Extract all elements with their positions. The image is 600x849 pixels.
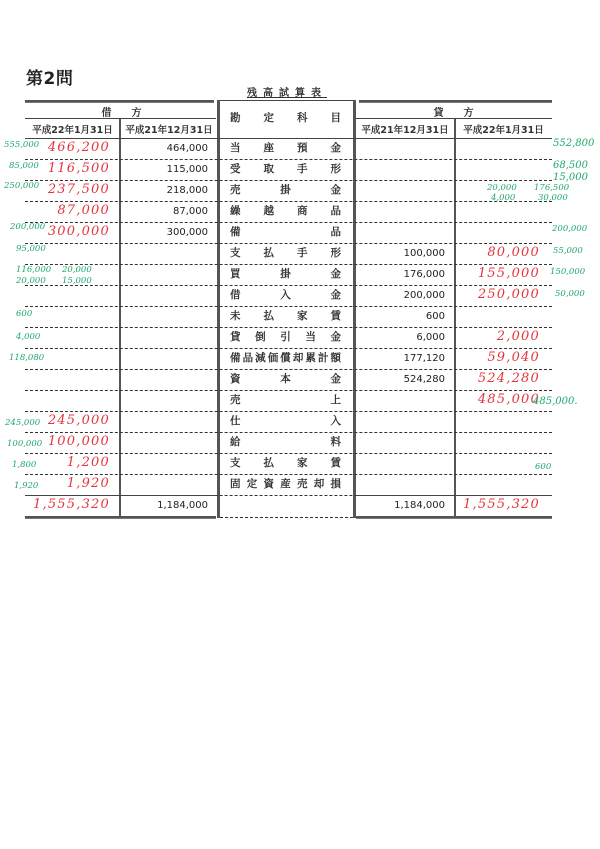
table-bottom-rule xyxy=(356,516,552,519)
account-char: 形 xyxy=(330,247,341,259)
margin-note-left: 118,080 xyxy=(9,353,45,363)
margin-note-left: 100,000 xyxy=(7,439,43,449)
margin-note-right: 150,000 xyxy=(550,267,586,277)
account-char: 貸 xyxy=(230,331,241,343)
account-char: 品 xyxy=(330,205,341,217)
debit-prev-value xyxy=(120,390,218,411)
account-char: 商 xyxy=(297,205,308,217)
account-bottom-rule xyxy=(220,517,353,518)
account-char: 入 xyxy=(330,415,341,427)
margin-note-right: 50,000 xyxy=(555,289,585,299)
account-char: 支 xyxy=(230,457,241,469)
credit-prev-value xyxy=(355,180,455,201)
credit-header: 貸 方 xyxy=(433,108,474,119)
account-name xyxy=(220,453,353,474)
col-header-debit-prev: 平成21年12月31日 xyxy=(125,125,213,136)
credit-prev-value: 600 xyxy=(425,311,445,322)
credit-prev-value xyxy=(355,138,455,159)
account-char: 受 xyxy=(230,163,241,175)
account-char: 掛 xyxy=(280,184,291,196)
table-title: 残高試算表 xyxy=(247,88,327,99)
account-char: 越 xyxy=(263,205,274,217)
debit-prev-value: 87,000 xyxy=(173,206,208,217)
account-header-char: 科 xyxy=(297,112,308,124)
margin-note-right: 15,000 xyxy=(553,172,588,183)
account-char: 却 xyxy=(292,352,304,364)
account-char: 減 xyxy=(255,352,266,364)
question-label: 第2問 xyxy=(26,69,74,89)
account-char: 却 xyxy=(313,478,325,490)
margin-note-left: 15,000 xyxy=(62,276,92,286)
total-debit-prev: 1,184,000 xyxy=(157,500,208,511)
account-char: 繰 xyxy=(230,205,241,217)
handwritten-debit-answer: 245,000 xyxy=(47,413,110,428)
margin-note-right: 4,000 xyxy=(491,193,516,203)
debit-header: 借 方 xyxy=(101,108,142,119)
table-top-rule xyxy=(359,100,552,103)
credit-prev-value xyxy=(355,222,455,243)
margin-note-left: 555,000 xyxy=(4,140,40,150)
account-header xyxy=(220,108,353,129)
account-name xyxy=(220,243,353,264)
handwritten-debit-answer: 116,500 xyxy=(47,161,110,176)
debit-prev-value xyxy=(120,306,218,327)
account-char: 料 xyxy=(330,436,341,448)
account-char: 座 xyxy=(263,142,274,154)
account-char: 家 xyxy=(297,457,308,469)
debit-prev-value xyxy=(120,264,218,285)
account-char: 備 xyxy=(230,226,241,238)
account-char: 産 xyxy=(280,478,291,490)
account-name xyxy=(220,432,353,453)
account-name xyxy=(220,264,353,285)
account-char: 賃 xyxy=(330,310,341,322)
credit-prev-value: 177,120 xyxy=(403,353,445,364)
account-char: 払 xyxy=(263,457,274,469)
debit-prev-value: 218,000 xyxy=(166,185,208,196)
margin-note-left: 116,000 xyxy=(16,265,52,275)
account-char: 損 xyxy=(330,478,341,490)
col-header-credit-new: 平成22年1月31日 xyxy=(463,125,544,136)
account-char: 金 xyxy=(330,331,341,343)
debit-prev-value: 300,000 xyxy=(166,227,208,238)
account-top-rule xyxy=(220,100,353,101)
handwritten-credit-answer: 155,000 xyxy=(477,266,540,281)
handwritten-credit-answer: 250,000 xyxy=(477,287,540,302)
account-header-char: 勘 xyxy=(230,112,241,124)
debit-prev-value xyxy=(120,411,218,432)
account-name xyxy=(220,222,353,243)
account-char: 資 xyxy=(230,373,241,385)
margin-note-right: 600 xyxy=(535,462,552,472)
account-char: 売 xyxy=(230,394,241,406)
credit-prev-value xyxy=(355,453,455,474)
credit-prev-value: 176,000 xyxy=(403,269,445,280)
account-char: 額 xyxy=(330,352,341,364)
handwritten-debit-answer: 300,000 xyxy=(47,224,110,239)
debit-prev-value xyxy=(120,243,218,264)
account-char: 本 xyxy=(280,373,291,385)
account-char: 掛 xyxy=(280,268,291,280)
account-char: 借 xyxy=(230,289,241,301)
credit-prev-value xyxy=(355,201,455,222)
account-name xyxy=(220,180,353,201)
margin-note-right: 20,000 xyxy=(487,183,517,193)
credit-prev-value xyxy=(355,411,455,432)
account-char: 当 xyxy=(230,142,241,154)
handwritten-credit-answer: 485,000 xyxy=(477,392,540,407)
handwritten-debit-answer: 100,000 xyxy=(47,434,110,449)
account-char: 家 xyxy=(297,310,308,322)
header-rule xyxy=(25,118,216,119)
account-char: 預 xyxy=(297,142,308,154)
margin-note-left: 20,000 xyxy=(62,265,92,275)
account-char: 売 xyxy=(230,184,241,196)
account-char: 品 xyxy=(330,226,341,238)
account-char: 金 xyxy=(330,142,341,154)
account-char: 当 xyxy=(305,331,316,343)
handwritten-debit-answer: 237,500 xyxy=(47,182,110,197)
account-char: 手 xyxy=(297,247,308,259)
margin-note-left: 1,800 xyxy=(12,460,37,470)
account-name xyxy=(220,474,353,495)
handwritten-debit-answer: 1,200 xyxy=(66,455,110,470)
account-char: 払 xyxy=(263,247,274,259)
debit-prev-value xyxy=(120,369,218,390)
margin-note-left: 20,000 xyxy=(16,276,46,286)
account-name xyxy=(220,327,353,348)
margin-note-left: 250,000 xyxy=(4,181,40,191)
margin-note-left: 1,920 xyxy=(14,481,39,491)
handwritten-credit-answer: 524,280 xyxy=(477,371,540,386)
account-char: 未 xyxy=(230,310,241,322)
margin-note-right: 552,800 xyxy=(553,138,595,149)
account-char: 累 xyxy=(305,352,316,364)
account-char: 形 xyxy=(330,163,341,175)
handwritten-credit-answer: 80,000 xyxy=(487,245,540,260)
margin-note-left: 200,000 xyxy=(10,222,46,232)
account-char: 手 xyxy=(297,163,308,175)
account-char: 上 xyxy=(330,394,341,406)
margin-note-right: 55,000 xyxy=(553,246,583,256)
debit-prev-value xyxy=(120,285,218,306)
credit-prev-value: 100,000 xyxy=(403,248,445,259)
account-char: 定 xyxy=(246,478,258,490)
handwritten-debit-answer: 87,000 xyxy=(57,203,110,218)
account-name xyxy=(220,390,353,411)
account-char: 売 xyxy=(297,478,308,490)
account-char: 入 xyxy=(280,289,291,301)
debit-prev-value: 115,000 xyxy=(166,164,208,175)
credit-prev-value xyxy=(355,159,455,180)
account-header-char: 定 xyxy=(263,112,274,124)
account-char: 賃 xyxy=(330,457,341,469)
account-char: 価 xyxy=(267,352,279,364)
account-char: 金 xyxy=(330,184,341,196)
debit-prev-value xyxy=(120,474,218,495)
account-char: 計 xyxy=(317,352,329,364)
handwritten-credit-answer: 2,000 xyxy=(496,329,540,344)
account-char: 備 xyxy=(230,352,241,364)
debit-prev-value xyxy=(120,348,218,369)
debit-prev-value xyxy=(120,432,218,453)
credit-prev-value xyxy=(355,474,455,495)
credit-prev-value xyxy=(355,432,455,453)
debit-prev-value: 464,000 xyxy=(166,143,208,154)
account-char: 資 xyxy=(263,478,274,490)
account-char: 品 xyxy=(242,352,254,364)
account-char: 金 xyxy=(330,373,341,385)
credit-prev-value xyxy=(355,390,455,411)
account-name xyxy=(220,138,353,159)
credit-prev-value: 6,000 xyxy=(416,332,445,343)
account-name xyxy=(220,201,353,222)
account-char: 償 xyxy=(280,352,291,364)
margin-note-right: 200,000 xyxy=(552,224,588,234)
account-char: 仕 xyxy=(230,415,241,427)
account-name xyxy=(220,369,353,390)
col-header-credit-prev: 平成21年12月31日 xyxy=(361,125,449,136)
account-char: 支 xyxy=(230,247,241,259)
margin-note-left: 4,000 xyxy=(16,332,41,342)
account-char: 金 xyxy=(330,289,341,301)
handwritten-total-credit: 1,555,320 xyxy=(463,497,540,512)
account-header-char: 目 xyxy=(330,112,341,124)
account-char: 引 xyxy=(280,331,291,343)
total-credit-prev: 1,184,000 xyxy=(394,500,445,511)
account-name xyxy=(220,159,353,180)
debit-prev-value xyxy=(120,327,218,348)
account-char: 固 xyxy=(230,478,241,490)
account-name xyxy=(220,285,353,306)
credit-prev-value: 200,000 xyxy=(403,290,445,301)
account-char: 給 xyxy=(230,436,241,448)
handwritten-debit-answer: 1,920 xyxy=(66,476,110,491)
margin-note-right: 176,500 xyxy=(534,183,570,193)
table-bottom-rule xyxy=(25,516,216,519)
handwritten-debit-answer: 466,200 xyxy=(47,140,110,155)
margin-note-right: 30,000 xyxy=(538,193,568,203)
margin-note-left: 85,000 xyxy=(9,161,39,171)
col-header-debit-new: 平成22年1月31日 xyxy=(32,125,113,136)
account-name xyxy=(220,411,353,432)
margin-note-left: 600 xyxy=(16,309,33,319)
margin-note-left: 245,000 xyxy=(5,418,41,428)
margin-note-right: 485,000. xyxy=(533,396,578,407)
debit-prev-value xyxy=(120,453,218,474)
account-char: 倒 xyxy=(255,331,266,343)
table-top-rule xyxy=(25,100,214,103)
credit-prev-value: 524,280 xyxy=(403,374,445,385)
header-rule xyxy=(356,118,552,119)
margin-note-right: 68,500 xyxy=(553,160,588,171)
account-name xyxy=(220,348,353,369)
handwritten-total-debit: 1,555,320 xyxy=(33,497,110,512)
account-name xyxy=(220,306,353,327)
account-char: 金 xyxy=(330,268,341,280)
account-char: 買 xyxy=(230,268,241,280)
account-char: 取 xyxy=(263,163,274,175)
margin-note-left: 95,000 xyxy=(16,244,46,254)
handwritten-credit-answer: 59,040 xyxy=(487,350,540,365)
account-char: 払 xyxy=(263,310,274,322)
